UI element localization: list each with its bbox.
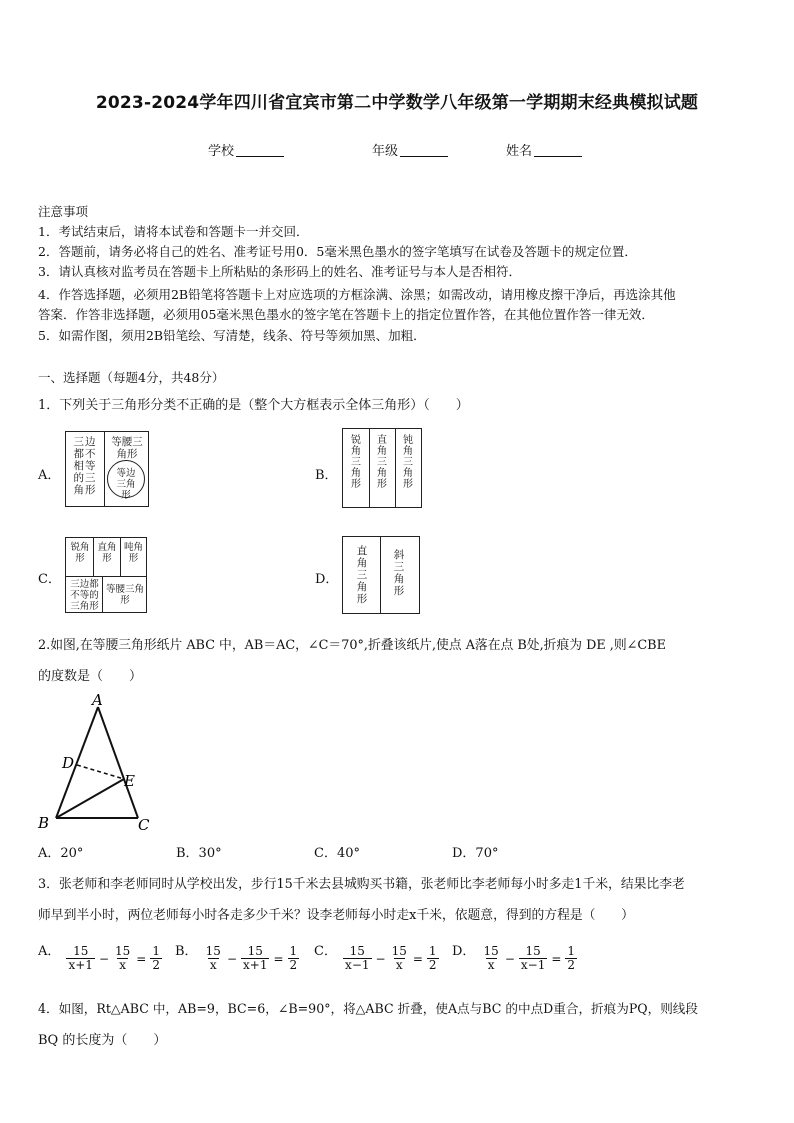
notes-heading: 注意事项 [38, 204, 89, 219]
q1-label-b: B． [315, 468, 338, 483]
q1-figure-d [342, 536, 420, 614]
q1d-cell2: 斜三角形 [393, 549, 405, 597]
q1c-cell1: 锐角形 [70, 542, 90, 564]
point-b-label: B [38, 814, 50, 832]
q1d-cell1: 直角三角形 [356, 545, 368, 605]
note-item: 4．作答选择题，必须用2B铅笔将答题卡上对应选项的方框涂满、涂黑；如需改动，请用橡皮擦干净后，再选涂其他 [38, 287, 676, 302]
point-d-label: D [62, 754, 75, 772]
q2-triangle-figure [30, 688, 160, 834]
q2-option-a: A．20° [38, 846, 84, 861]
q4-stem-line1: 4．如图，Rt△ABC 中，AB=9，BC=6，∠B=90°，将△ABC 折叠，使A点与BC 的中点D重合，折痕为PQ，则线段 [38, 1001, 698, 1016]
q2-option-b: B．30° [176, 846, 222, 861]
note-item: 1．考试结束后，请将本试卷和答题卡一并交回． [38, 224, 309, 239]
q1-figure-c [65, 537, 147, 613]
crease-de [77, 765, 124, 779]
q3-option-a: A． $\frac{15}{x+1}$ − $\frac{15}{x}$ = $\frac{1}{2}$ [38, 944, 160, 972]
q2-option-c: C．40° [314, 846, 360, 861]
page-title: 2023-2024学年四川省宜宾市第二中学数学八年级第一学期期末经典模拟试题 [95, 93, 699, 113]
q2-stem-line1: 2.如图,在等腰三角形纸片 ABC 中，AB＝AC，∠C＝70°,折叠该纸片,使点 A落在点 B处,折痕为 DE ,则∠CBE [38, 638, 666, 653]
point-a-label: A [92, 691, 103, 709]
point-e-label: E [124, 772, 135, 790]
q1-label-c: C． [38, 572, 61, 587]
grade-field: 年级 [372, 140, 448, 159]
q1-stem: 1．下列关于三角形分类不正确的是（整个大方框表示全体三角形）（ ） [38, 398, 469, 413]
q1c-cell2: 直角形 [97, 542, 117, 564]
q1b-cell3: 钝角三角形 [403, 435, 413, 490]
section-heading: 一、选择题（每题4分，共48分） [38, 370, 225, 385]
side-ac [98, 707, 138, 818]
q1-figure-a [65, 431, 149, 507]
q1-label-a: A． [38, 468, 61, 483]
q3-stem-line1: 3．张老师和李老师同时从学校出发，步行15千米去县城购买书籍，张老师比李老师每小时多走1千米，结果比李老 [38, 877, 685, 892]
q1b-cell1: 锐角三角形 [351, 435, 361, 490]
q2-option-d: D．70° [452, 846, 499, 861]
q1-label-d: D． [315, 572, 339, 587]
point-c-label: C [138, 816, 150, 834]
q1c-cell3: 吨角形 [123, 542, 143, 564]
q3-option-b: B． $\frac{15}{x}$ − $\frac{15}{x+1}$ = $\frac{1}{2}$ [175, 944, 298, 972]
q1a-right-text: 等腰三角形 [111, 436, 143, 460]
q1c-cell4: 三边都不等的三角形 [70, 579, 99, 612]
q1b-cell2: 直角三角形 [377, 435, 387, 490]
q3-option-d: D． $\frac{15}{x}$ − $\frac{15}{x-1}$ = $\frac{1}{2}$ [452, 944, 576, 972]
q1c-cell5: 等腰三角形 [106, 584, 145, 606]
note-item: 2．答题前，请务必将自己的姓名、准考证号用0．5毫米黑色墨水的签字笔填写在试卷及答题卡的规定位置． [38, 244, 637, 259]
school-field: 学校 [208, 140, 284, 159]
note-item: 3．请认真核对监考员在答题卡上所粘贴的条形码上的姓名、准考证号与本人是否相符． [38, 264, 521, 279]
q1a-left-text: 三边都不相等的三角形 [73, 436, 97, 496]
name-field: 姓名 [506, 140, 582, 159]
q2-stem-line2: 的度数是（ ） [38, 669, 143, 684]
q1a-inner-text: 等边三角形 [116, 468, 136, 501]
q3-option-c: C． $\frac{15}{x-1}$ − $\frac{15}{x}$ = $\frac{1}{2}$ [314, 944, 437, 972]
segment-be [56, 779, 124, 818]
q3-stem-line2: 师早到半小时，两位老师每小时各走多少千米？设李老师每小时走x千米，依题意，得到的方程是（ ） [38, 908, 634, 923]
q1-figure-b [342, 428, 422, 508]
q4-stem-line2: BQ 的长度为（ ） [38, 1033, 167, 1048]
note-item: 5．如需作图，须用2B铅笔绘、写清楚，线条、符号等须加黑、加粗． [38, 328, 426, 343]
note-item: 答案．作答非选择题，必须用05毫米黑色墨水的签字笔在答题卡上的指定位置作答，在其他位置作答一律无效． [38, 307, 654, 322]
